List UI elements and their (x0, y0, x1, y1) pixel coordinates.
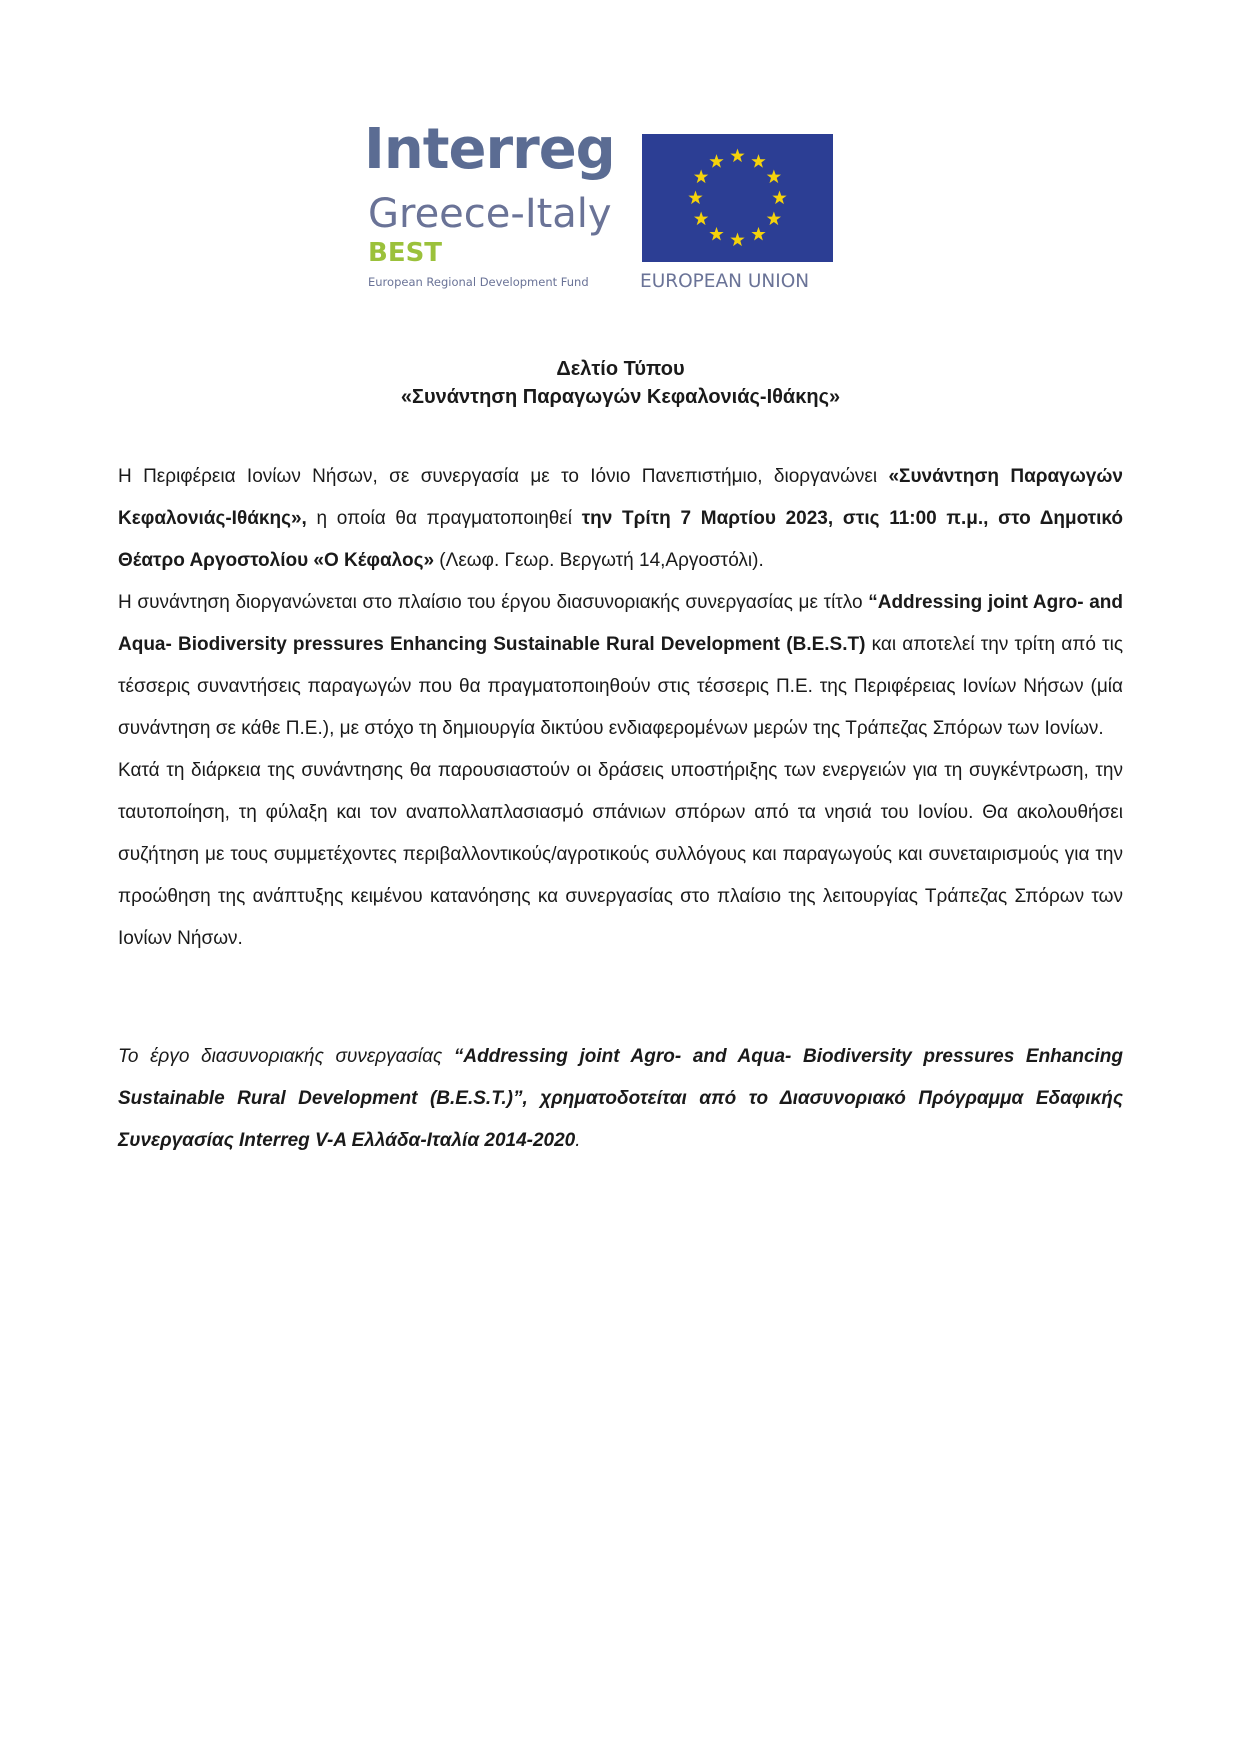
eu-star-icon (709, 227, 723, 241)
fund-name: European Regional Development Fund (368, 275, 589, 289)
eu-star-icon (694, 170, 708, 184)
funding-details: “Addressing joint Agro- and Aqua- Biodiversity pressures Enhancing Sustainable Rural Development (B.E.S.T.)”, χρηματοδοτείται από το Διασυνοριακό Πρόγραμμα Εδαφικής Συνεργασίας Interreg V-A Ελλάδα-Ιταλία 2014-2020 (118, 1046, 1124, 1151)
text-span: Το έργο διασυνοριακής συνεργασίας (118, 1046, 454, 1067)
eu-star-icon (751, 227, 765, 241)
funding-statement (118, 1036, 1123, 1162)
text-span: Η συνάντηση διοργανώνεται στο πλαίσιο του έργου διασυνοριακής συνεργασίας με τίτλο (118, 592, 869, 613)
text-span: . (575, 1130, 581, 1151)
event-name: «Συνάντηση Παραγωγών Κεφαλονιάς-Ιθάκης», (118, 466, 1123, 529)
paragraph-project (118, 582, 1123, 750)
paragraph-announcement (118, 456, 1123, 582)
eu-star-icon (730, 149, 744, 163)
paragraph-agenda: Κατά τη διάρκεια της συνάντησης θα παρουσιαστούν οι δράσεις υποστήριξης των ενεργειών για τη συγκέντρωση, την ταυτοποίηση, τη φύλαξη και τον αναπολλαπλασιασμό σπάνιων σπόρων από τα νησιά του Ιονίου. Θα ακολουθήσει συζήτηση με τους συμμετέχοντες περιβαλλοντικούς/αγροτικούς συλλόγους και παραγωγούς και συνεταιρισμούς για την προώθηση της ανάπτυξης κειμένου κατανόησης κα συνεργασίας στο πλαίσιο της λειτουργίας Τράπεζας Σπόρων των Ιονίων Νήσων. (118, 760, 1123, 949)
eu-caption: EUROPEAN UNION (640, 271, 810, 292)
interreg-programme: Greece-Italy (368, 191, 612, 237)
venue-address: (Λεωφ. Γεωρ. Βεργωτή 14,Αργοστόλι). (434, 550, 764, 571)
eu-star-icon (767, 170, 781, 184)
eu-flag-icon (642, 134, 833, 262)
document-type: Δελτίο Τύπου (556, 358, 685, 380)
eu-star-icon (730, 233, 744, 247)
press-release-body (118, 456, 1123, 960)
header-logos (362, 117, 842, 298)
interreg-logo (362, 117, 632, 298)
eu-star-icon (709, 154, 723, 168)
project-acronym: BEST (368, 238, 443, 268)
eu-star-icon (751, 154, 765, 168)
press-release-title (0, 355, 1241, 411)
text-span: Η Περιφέρεια Ιονίων Νήσων, σε συνεργασία με το Ιόνιο Πανεπιστήμιο, διοργανώνει (118, 466, 889, 487)
eu-star-icon (767, 212, 781, 226)
funding-paragraph (118, 1036, 1123, 1162)
event-datetime-venue: την Τρίτη 7 Μαρτίου 2023, στις 11:00 π.μ., στο Δημοτικό Θέατρο Αργοστολίου «Ο Κέφαλος» (118, 508, 1123, 571)
text-span: και αποτελεί την τρίτη από τις τέσσερις συναντήσεις παραγωγών που θα πραγματοποιηθούν στις τέσσερις Π.Ε. της Περιφέρειας Ιονίων Νήσων (μία συνάντηση σε κάθε Π.Ε.), με στόχο τη δημιουργία δικτύου ενδιαφερομένων μερών της Τράπεζας Σπόρων των Ιονίων. (118, 634, 1123, 739)
text-span: η οποία θα πραγματοποιηθεί (306, 508, 582, 529)
event-title: «Συνάντηση Παραγωγών Κεφαλονιάς-Ιθάκης» (400, 386, 841, 408)
eu-star-icon (688, 191, 702, 205)
eu-star-icon (694, 212, 708, 226)
eu-star-icon (772, 191, 786, 205)
project-title: “Addressing joint Agro- and Aqua- Biodiversity pressures Enhancing Sustainable Rural Development (B.E.S.T) (118, 592, 1123, 655)
interreg-brand: Interreg (364, 117, 615, 182)
eu-logo (640, 134, 835, 296)
